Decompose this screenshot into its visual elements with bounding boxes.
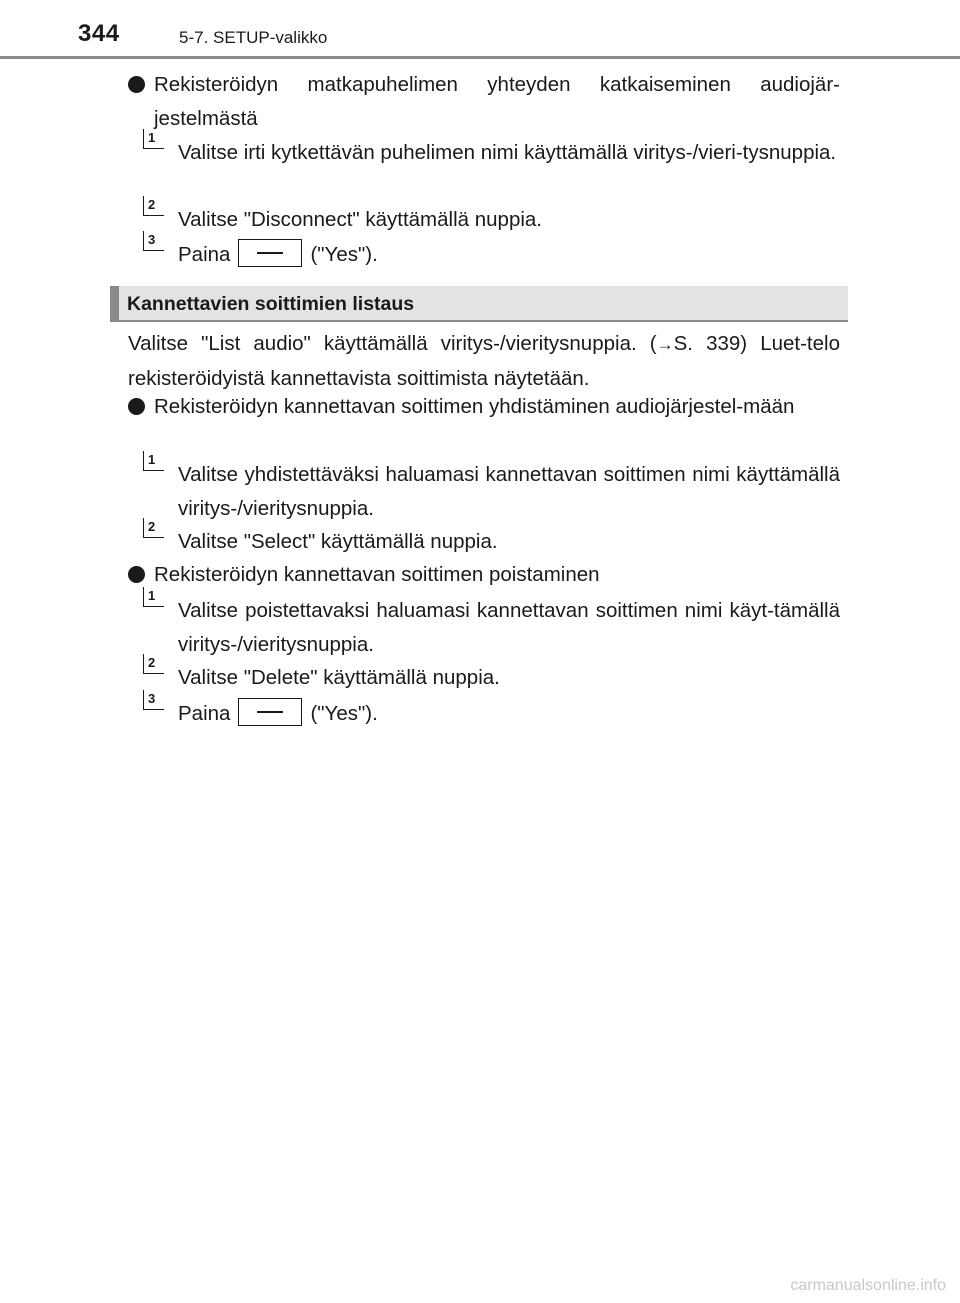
step-text: Valitse irti kytkettävän puhelimen nimi käyttämällä viritys-/vieri-tysnuppia. [178,141,837,164]
bullet-dot [128,398,145,415]
bullet-text: Rekisteröidyn matkapuhelimen yhteyden katkaiseminen audiojär-jestelmästä [154,73,840,130]
dash-icon [257,252,283,254]
step-item [143,452,840,526]
header-rule [0,56,960,59]
bullet-connect-player [128,390,840,424]
bullet-dot [128,76,145,93]
intro-text-after: S. 339) Luet-telo rekisteröidyistä kannettavista soittimista näytetään. [128,332,840,390]
bullet-disconnect-phone [128,68,840,136]
step-item [143,519,840,559]
step-item [143,588,840,662]
section-title: Kannettavien soittimien listaus [127,293,415,315]
section-heading-bar [110,286,848,322]
step-text-after: ("Yes"). [310,243,378,266]
step-text-after: ("Yes"). [310,702,378,725]
bullet-delete-player [128,558,840,592]
step-text-before: Paina [178,702,231,725]
step-number-icon: 2 [143,518,164,538]
step-number-icon: 2 [143,654,164,674]
step-text: Valitse poistettavaksi haluamasi kannettavan soittimen nimi käyt-tämällä viritys-/vieritysnuppia. [178,599,840,656]
bullet-text: Rekisteröidyn kannettavan soittimen poistaminen [154,563,600,586]
step-item [143,130,840,170]
step-number-icon: 1 [143,451,164,471]
chapter-title: 5-7. SETUP-valikko [179,28,328,47]
step-number-icon: 3 [143,231,164,251]
arrow-right-icon: → [656,335,674,354]
step-text: Valitse "Delete" käyttämällä nuppia. [178,666,500,689]
bullet-dot [128,566,145,583]
page-number: 344 [78,20,120,47]
step-number-icon: 1 [143,587,164,607]
step-text-before: Paina [178,243,231,266]
key-button-icon [238,239,302,267]
intro-paragraph [128,327,840,396]
step-item [143,232,840,272]
dash-icon [257,711,283,713]
step-item [143,691,840,731]
key-button-icon [238,698,302,726]
step-text: Valitse yhdistettäväksi haluamasi kannettavan soittimen nimi käyttämällä viritys-/vieritysnuppia. [178,463,840,520]
step-item [143,655,840,695]
bullet-text: Rekisteröidyn kannettavan soittimen yhdistäminen audiojärjestel-mään [154,395,795,418]
intro-text-before: Valitse "List audio" käyttämällä viritys-/vieritysnuppia. ( [128,332,657,355]
watermark: carmanualsonline.info [790,1277,946,1294]
step-number-icon: 1 [143,129,164,149]
step-text: Valitse "Select" käyttämällä nuppia. [178,530,498,553]
step-item [143,197,840,237]
step-text: Valitse "Disconnect" käyttämällä nuppia. [178,208,542,231]
step-number-icon: 3 [143,690,164,710]
step-number-icon: 2 [143,196,164,216]
